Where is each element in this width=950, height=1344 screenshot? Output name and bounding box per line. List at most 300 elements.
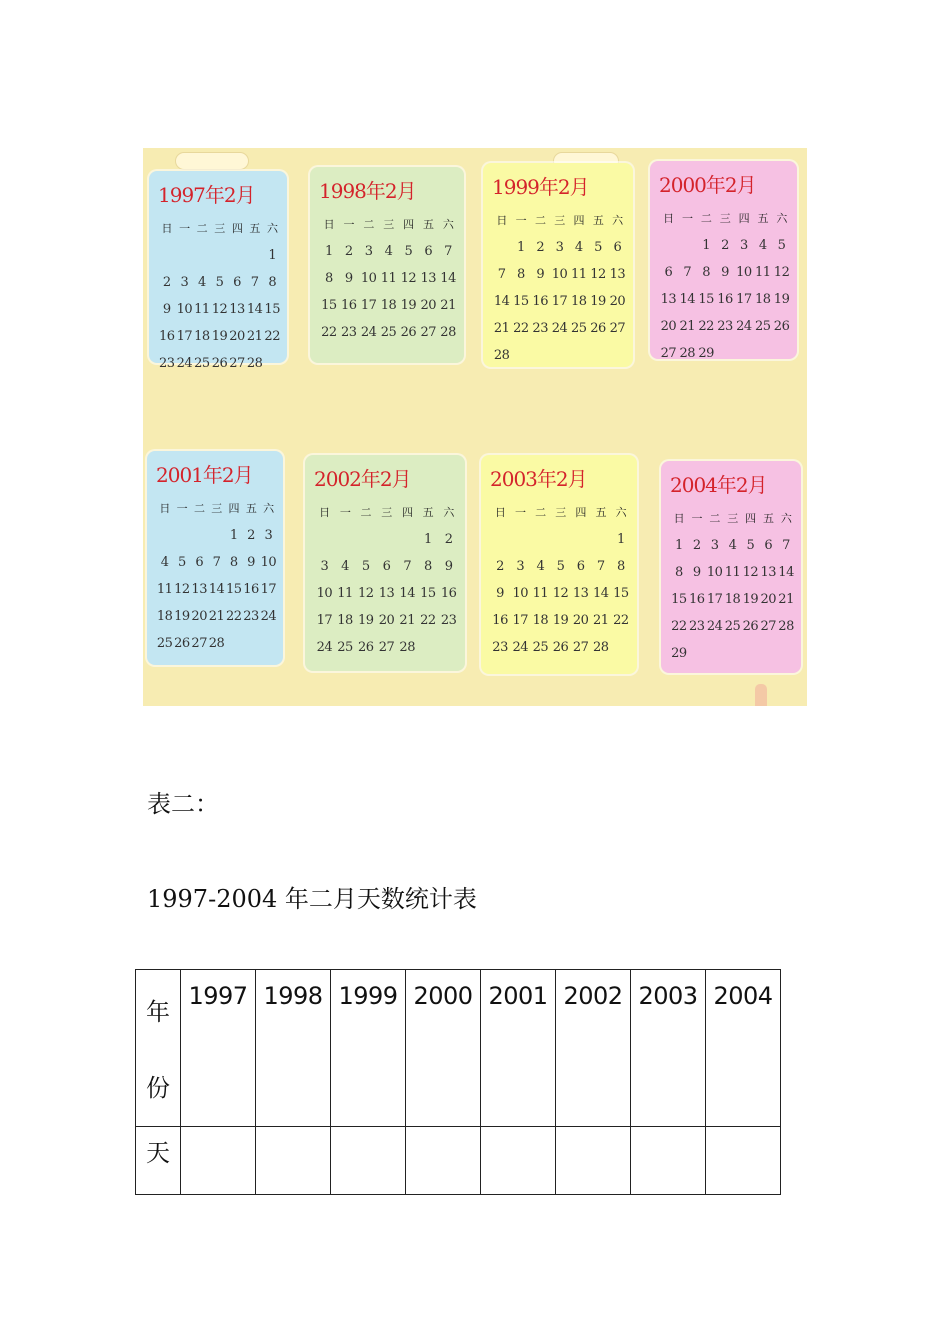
day-cell: 13 [378, 586, 395, 601]
days-input-cell[interactable] [256, 1127, 331, 1195]
day-cell: 27 [660, 346, 677, 361]
calendar-grid [158, 215, 281, 377]
day-cell: 28 [679, 346, 696, 361]
day-cell: 9 [444, 559, 453, 574]
weekday-header: 二 [534, 214, 546, 227]
weekday-header: 四 [738, 212, 750, 225]
empty-day-cell [591, 526, 611, 553]
day-cell: 21 [778, 592, 794, 607]
day-cell: 25 [337, 640, 353, 655]
empty-day-cell [246, 242, 264, 269]
day-cell: 11 [754, 265, 771, 280]
cloud-decoration [175, 152, 249, 170]
day-cell: 13 [191, 582, 207, 597]
day-cell: 22 [321, 325, 337, 340]
day-cell: 18 [754, 292, 771, 307]
weekday-header: 三 [555, 506, 566, 519]
day-cell: 10 [360, 271, 377, 286]
day-cell: 1 [675, 538, 683, 553]
weekday-header: 日 [319, 506, 330, 519]
day-cell: 16 [243, 582, 259, 597]
weekday-header: 四 [228, 502, 240, 515]
weekday-header: 四 [231, 222, 243, 235]
day-cell: 21 [493, 321, 510, 336]
empty-day-cell [173, 522, 190, 549]
day-cell: 13 [660, 292, 677, 307]
day-cell: 7 [782, 538, 790, 553]
weekday-header: 六 [776, 212, 787, 225]
weekday-header: 三 [214, 222, 225, 235]
day-cell: 3 [320, 559, 329, 574]
day-cell: 20 [229, 329, 245, 344]
weekday-header: 三 [211, 502, 222, 515]
day-cell: 29 [671, 646, 687, 661]
weekday-header: 五 [595, 506, 607, 519]
day-cell: 25 [724, 619, 741, 634]
day-cell: 19 [590, 294, 606, 309]
table-row-year [136, 970, 781, 1127]
year-cell: 2004 [706, 970, 781, 1127]
day-cell: 21 [440, 298, 456, 313]
day-cell: 3 [264, 528, 273, 543]
calendar-grid [670, 505, 795, 667]
day-cell: 11 [380, 271, 397, 286]
day-cell: 22 [698, 319, 714, 334]
day-cell: 7 [250, 275, 259, 290]
empty-day-cell [530, 526, 550, 553]
weekday-header: 五 [245, 502, 257, 515]
day-cell: 22 [613, 613, 629, 628]
day-cell: 6 [613, 240, 622, 255]
day-cell: 2 [162, 275, 171, 290]
day-cell: 16 [532, 294, 548, 309]
day-cell: 19 [211, 329, 228, 344]
day-cell: 10 [176, 302, 193, 317]
day-cell: 12 [773, 265, 790, 280]
day-cell: 10 [736, 265, 752, 280]
day-cell: 12 [742, 565, 759, 580]
calendar-title: 2001年2月 [156, 463, 253, 487]
weekday-header: 二 [700, 212, 712, 225]
day-cell: 13 [420, 271, 436, 286]
day-cell: 27 [420, 325, 436, 340]
day-cell: 1 [702, 238, 711, 253]
day-cell: 28 [246, 356, 263, 371]
calendar-grid [659, 205, 791, 367]
day-cell: 21 [679, 319, 696, 334]
empty-day-cell [490, 526, 510, 553]
day-cell: 12 [590, 267, 606, 282]
day-cell: 4 [758, 238, 767, 253]
empty-day-cell [211, 242, 229, 269]
day-cell: 11 [156, 582, 173, 597]
weekday-header: 一 [514, 506, 526, 519]
day-cell: 1 [268, 248, 277, 263]
calendar-grid [156, 495, 277, 657]
day-cell: 26 [400, 325, 417, 340]
day-cell: 19 [174, 609, 190, 624]
day-cell: 2 [721, 238, 729, 253]
day-cell: 11 [571, 267, 587, 282]
day-cell: 21 [593, 613, 609, 628]
day-cell: 28 [778, 619, 794, 634]
day-cell: 26 [552, 640, 569, 655]
weekday-header: 五 [762, 512, 774, 525]
weekday-header: 日 [663, 212, 674, 225]
day-cell: 5 [361, 559, 370, 574]
days-input-cell[interactable] [331, 1127, 406, 1195]
calendar-grid [490, 499, 631, 661]
table-row-days [136, 1127, 781, 1195]
day-cell: 25 [532, 640, 549, 655]
day-cell: 22 [513, 321, 529, 336]
empty-day-cell [191, 522, 208, 549]
weekday-header: 四 [575, 506, 586, 519]
day-cell: 11 [532, 586, 549, 601]
weekday-header: 六 [263, 502, 274, 515]
day-cell: 10 [316, 586, 333, 601]
weekday-header: 六 [615, 506, 627, 519]
day-cell: 2 [444, 532, 453, 547]
day-cell: 13 [609, 267, 626, 282]
weekday-header: 二 [363, 218, 374, 231]
day-cell: 28 [440, 325, 456, 340]
days-input-cell[interactable] [556, 1127, 631, 1195]
day-cell: 7 [444, 244, 452, 259]
day-cell: 14 [493, 294, 510, 309]
weekday-header: 一 [691, 512, 703, 525]
day-cell: 21 [246, 329, 263, 344]
weekday-header: 二 [196, 222, 208, 235]
day-cell: 16 [440, 586, 457, 601]
day-cell: 21 [399, 613, 415, 628]
day-cell: 20 [760, 592, 776, 607]
weekday-header: 一 [343, 218, 355, 231]
day-cell: 23 [532, 321, 548, 336]
day-cell: 11 [337, 586, 353, 601]
table-title: 1997-2004 年二月天数统计表 [147, 885, 477, 913]
empty-day-cell [158, 242, 176, 269]
day-cell: 16 [717, 292, 733, 307]
year-cell: 2000 [406, 970, 481, 1127]
day-cell: 16 [159, 329, 175, 344]
day-cell: 3 [555, 240, 564, 255]
calendar-grid [319, 211, 458, 346]
days-input-cell[interactable] [181, 1127, 256, 1195]
day-cell: 25 [380, 325, 397, 340]
day-cell: 6 [576, 559, 585, 574]
weekday-header: 六 [612, 214, 623, 227]
weekday-header: 六 [780, 512, 792, 525]
weekday-header: 五 [592, 214, 604, 227]
day-cell: 20 [420, 298, 436, 313]
day-cell: 19 [358, 613, 374, 628]
day-cell: 14 [679, 292, 696, 307]
day-cell: 27 [191, 636, 207, 651]
day-cell: 18 [194, 329, 210, 344]
day-cell: 24 [512, 640, 528, 655]
weekday-header: 四 [403, 218, 414, 231]
day-cell: 4 [574, 240, 583, 255]
weekday-header: 五 [422, 506, 434, 519]
day-cell: 2 [344, 244, 353, 259]
day-cell: 14 [593, 586, 609, 601]
day-cell: 23 [440, 613, 457, 628]
day-cell: 9 [536, 267, 545, 282]
weekday-header: 二 [709, 512, 720, 525]
day-cell: 26 [174, 636, 190, 651]
day-cell: 24 [260, 609, 277, 624]
day-cell: 24 [551, 321, 568, 336]
weekday-header: 日 [496, 214, 507, 227]
day-cell: 18 [156, 609, 173, 624]
day-cell: 13 [760, 565, 776, 580]
day-cell: 6 [664, 265, 673, 280]
day-cell: 19 [552, 613, 569, 628]
year-cell: 2002 [556, 970, 631, 1127]
day-cell: 23 [689, 619, 705, 634]
year-cell: 2003 [631, 970, 706, 1127]
day-cell: 26 [211, 356, 228, 371]
day-cell: 17 [706, 592, 723, 607]
day-cell: 18 [571, 294, 587, 309]
day-cell: 28 [399, 640, 415, 655]
day-cell: 20 [191, 609, 207, 624]
day-cell: 8 [268, 275, 277, 290]
weekday-header: 六 [266, 222, 278, 235]
weekday-header: 六 [442, 218, 454, 231]
day-cell: 24 [176, 356, 193, 371]
calendar-card [147, 451, 283, 665]
day-cell: 16 [341, 298, 357, 313]
day-cell: 15 [671, 592, 687, 607]
day-cell: 17 [316, 613, 333, 628]
day-cell: 20 [609, 294, 626, 309]
day-cell: 17 [512, 613, 528, 628]
empty-day-cell [659, 232, 678, 259]
day-cell: 19 [742, 592, 759, 607]
calendar-title: 2004年2月 [670, 473, 767, 497]
weekday-header: 一 [179, 222, 190, 235]
day-cell: 10 [260, 555, 277, 570]
weekday-header: 二 [193, 502, 205, 515]
empty-day-cell [314, 526, 335, 553]
days-input-cell[interactable] [481, 1127, 556, 1195]
weekday-header: 一 [682, 212, 693, 225]
day-cell: 24 [736, 319, 752, 334]
day-cell: 8 [424, 559, 432, 574]
day-cell: 17 [736, 292, 752, 307]
day-cell: 9 [162, 302, 171, 317]
day-cell: 28 [493, 348, 510, 363]
calendar-card [149, 171, 287, 371]
day-cell: 22 [226, 609, 242, 624]
weekday-header: 二 [360, 506, 372, 519]
day-cell: 15 [321, 298, 337, 313]
calendar-title: 1997年2月 [158, 183, 255, 207]
day-cell: 13 [229, 302, 245, 317]
calendar-card [310, 167, 464, 363]
weekday-header: 四 [401, 506, 413, 519]
day-cell: 6 [382, 559, 391, 574]
bottle-decoration [755, 684, 767, 706]
day-cell: 3 [516, 559, 525, 574]
day-cell: 13 [572, 586, 589, 601]
day-cell: 5 [404, 244, 413, 259]
empty-day-cell [376, 526, 397, 553]
day-cell: 23 [717, 319, 733, 334]
day-cell: 12 [552, 586, 569, 601]
empty-day-cell [176, 242, 194, 269]
weekday-header: 六 [443, 506, 454, 519]
calendar-title: 1999年2月 [492, 175, 589, 199]
weekday-header: 五 [249, 222, 260, 235]
days-input-cell[interactable] [706, 1127, 781, 1195]
day-cell: 20 [572, 613, 589, 628]
calendar-card [483, 163, 633, 367]
calendar-title: 2003年2月 [490, 467, 587, 491]
row-header-days: 天 [136, 1127, 181, 1195]
day-cell: 24 [316, 640, 333, 655]
day-cell: 20 [378, 613, 395, 628]
day-cell: 26 [742, 619, 759, 634]
day-cell: 5 [594, 240, 602, 255]
day-cell: 27 [229, 356, 245, 371]
day-cell: 8 [675, 565, 683, 580]
calendar-title: 2002年2月 [314, 467, 411, 491]
day-cell: 23 [159, 356, 175, 371]
day-cell: 9 [721, 265, 729, 280]
day-cell: 6 [195, 555, 204, 570]
calendar-figure [143, 148, 807, 706]
day-cell: 9 [692, 565, 701, 580]
day-cell: 10 [551, 267, 568, 282]
day-cell: 14 [778, 565, 794, 580]
day-cell: 16 [492, 613, 508, 628]
empty-day-cell [678, 232, 697, 259]
day-cell: 25 [156, 636, 173, 651]
day-cell: 17 [260, 582, 277, 597]
day-cell: 14 [440, 271, 456, 286]
weekday-header: 五 [757, 212, 768, 225]
day-cell: 10 [512, 586, 528, 601]
day-cell: 9 [247, 555, 255, 570]
day-cell: 17 [360, 298, 377, 313]
calendar-card [481, 455, 637, 674]
day-cell: 9 [496, 586, 504, 601]
day-cell: 8 [517, 267, 525, 282]
empty-day-cell [228, 242, 246, 269]
day-cell: 22 [420, 613, 436, 628]
day-cell: 15 [613, 586, 629, 601]
day-cell: 27 [378, 640, 395, 655]
day-cell: 24 [360, 325, 377, 340]
day-cell: 3 [739, 238, 748, 253]
day-cell: 7 [212, 555, 221, 570]
day-cell: 23 [243, 609, 259, 624]
day-cell: 5 [746, 538, 755, 553]
day-cell: 28 [593, 640, 609, 655]
empty-day-cell [510, 526, 530, 553]
day-cell: 17 [551, 294, 568, 309]
weekday-header: 一 [176, 502, 188, 515]
weekday-header: 日 [494, 506, 506, 519]
weekday-header: 三 [554, 214, 565, 227]
weekday-header: 日 [323, 218, 335, 231]
day-cell: 18 [724, 592, 741, 607]
day-cell: 3 [180, 275, 189, 290]
year-cell: 2001 [481, 970, 556, 1127]
weekday-header: 三 [727, 512, 738, 525]
year-cell: 1999 [331, 970, 406, 1127]
weekday-header: 日 [159, 502, 170, 515]
day-cell: 4 [728, 538, 737, 553]
weekday-header: 三 [381, 506, 392, 519]
day-cell: 5 [556, 559, 565, 574]
day-cell: 14 [208, 582, 225, 597]
day-cell: 6 [764, 538, 773, 553]
day-cell: 12 [400, 271, 417, 286]
day-cell: 18 [380, 298, 397, 313]
day-cell: 2 [536, 240, 545, 255]
day-cell: 12 [211, 302, 228, 317]
weekday-header: 四 [745, 512, 756, 525]
day-cell: 23 [341, 325, 357, 340]
day-cell: 12 [358, 586, 374, 601]
day-cell: 8 [229, 555, 238, 570]
day-cell: 15 [226, 582, 242, 597]
day-cell: 3 [710, 538, 719, 553]
day-cell: 7 [683, 265, 692, 280]
day-cell: 1 [325, 244, 333, 259]
day-cell: 5 [215, 275, 224, 290]
day-cell: 10 [706, 565, 723, 580]
day-cell: 26 [773, 319, 790, 334]
day-cell: 27 [609, 321, 626, 336]
day-cell: 4 [341, 559, 349, 574]
day-cell: 22 [671, 619, 687, 634]
day-cell: 15 [264, 302, 280, 317]
day-cell: 1 [424, 532, 432, 547]
days-table [135, 969, 781, 1195]
days-input-cell[interactable] [406, 1127, 481, 1195]
day-cell: 18 [337, 613, 353, 628]
day-cell: 8 [702, 265, 711, 280]
day-cell: 4 [536, 559, 545, 574]
days-input-cell[interactable] [631, 1127, 706, 1195]
day-cell: 24 [706, 619, 723, 634]
year-cell: 1997 [181, 970, 256, 1127]
day-cell: 19 [400, 298, 417, 313]
day-cell: 15 [698, 292, 714, 307]
day-cell: 15 [420, 586, 436, 601]
weekday-header: 一 [339, 506, 351, 519]
day-cell: 2 [692, 538, 701, 553]
day-cell: 6 [424, 244, 433, 259]
calendar-title: 2000年2月 [659, 173, 756, 197]
day-cell: 3 [364, 244, 373, 259]
day-cell: 17 [176, 329, 193, 344]
calendar-grid [492, 207, 627, 369]
day-cell: 26 [358, 640, 374, 655]
day-cell: 1 [617, 532, 625, 547]
day-cell: 9 [344, 271, 353, 286]
weekday-header: 四 [573, 214, 585, 227]
calendar-card [650, 161, 797, 359]
day-cell: 27 [760, 619, 776, 634]
empty-day-cell [492, 234, 511, 261]
empty-day-cell [193, 242, 211, 269]
